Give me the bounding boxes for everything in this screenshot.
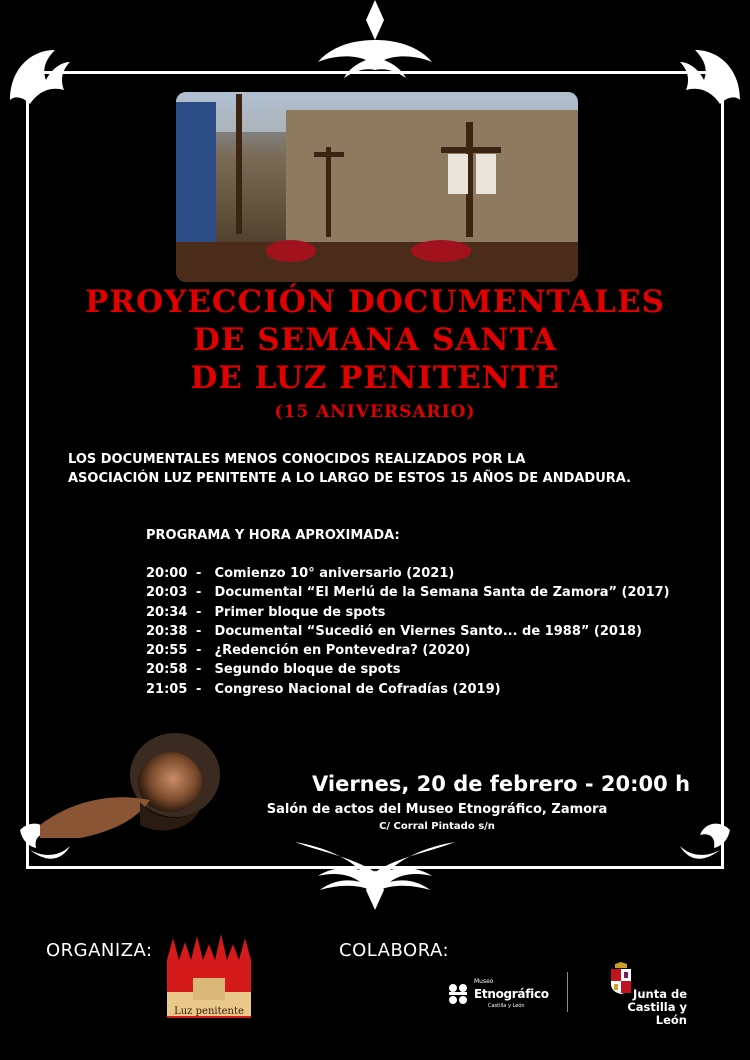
organiza-label: ORGANIZA:	[46, 940, 153, 961]
program-list	[146, 566, 670, 701]
program-item: Documental “Sucedió en Viernes Santo... de 1988” (2018)	[214, 623, 642, 639]
program-time: 20:34	[146, 604, 188, 620]
event-address: C/ Corral Pintado s/n	[379, 821, 495, 832]
junta-logo-text	[603, 988, 687, 1027]
procession-photo	[176, 92, 578, 282]
colabora-label: COLABORA:	[339, 940, 450, 961]
program-separator: -	[196, 681, 202, 697]
title-anniversary: (15 ANIVERSARIO)	[274, 402, 476, 422]
program-time: 20:55	[146, 643, 188, 659]
program-separator: -	[196, 643, 202, 659]
program-row	[146, 624, 670, 643]
junta-logo-line-2: Castilla y León	[627, 1000, 687, 1027]
museo-logo-text: Etnográfico	[474, 987, 549, 1001]
program-separator: -	[196, 623, 202, 639]
top-flourish-icon	[318, 0, 432, 78]
title-line-2: DE SEMANA SANTA	[192, 322, 558, 358]
program-time: 20:38	[146, 623, 188, 639]
event-date: Viernes, 20 de febrero - 20:00 h	[312, 772, 691, 796]
program-separator: -	[196, 604, 202, 620]
title-line-1: PROYECCIÓN DOCUMENTALES	[85, 284, 665, 320]
program-item: Segundo bloque de spots	[214, 662, 401, 678]
intro-line-1: LOS DOCUMENTALES MENOS CONOCIDOS REALIZADOS POR LA	[68, 452, 526, 467]
program-row	[146, 662, 670, 681]
luz-penitente-logo	[163, 930, 255, 1024]
luz-penitente-logo-text: Luz penitente	[174, 1006, 244, 1017]
program-time: 20:03	[146, 585, 188, 601]
program-row	[146, 605, 670, 624]
logo-divider	[567, 972, 568, 1012]
program-separator: -	[196, 566, 202, 581]
program-time: 20:00	[146, 566, 188, 581]
program-item: Primer bloque de spots	[214, 604, 386, 620]
museo-logo-subtext: Castilla y León	[488, 1003, 525, 1009]
program-heading: PROGRAMA Y HORA APROXIMADA:	[146, 528, 400, 543]
program-item: ¿Redención en Pontevedra? (2020)	[214, 643, 471, 659]
junta-logo-line-1: Junta de	[633, 987, 687, 1001]
event-venue: Salón de actos del Museo Etnográfico, Zamora	[266, 802, 608, 817]
intro-text	[68, 450, 668, 488]
program-item: Comienzo 10° aniversario (2021)	[214, 566, 455, 581]
bottom-flourish-icon	[295, 842, 455, 910]
program-time: 20:58	[146, 662, 188, 678]
program-item: Documental “El Merlú de la Semana Santa de Zamora” (2017)	[214, 585, 670, 601]
museo-logo-small-text: Museo	[474, 978, 494, 985]
program-separator: -	[196, 662, 202, 678]
program-item: Congreso Nacional de Cofradías (2019)	[214, 681, 501, 697]
program-time: 21:05	[146, 681, 188, 697]
program-row	[146, 682, 670, 701]
program-row	[146, 643, 670, 662]
program-separator: -	[196, 585, 202, 601]
intro-line-2: ASOCIACIÓN LUZ PENITENTE A LO LARGO DE ESTOS 15 AÑOS DE ANDADURA.	[68, 471, 632, 486]
title-line-3: DE LUZ PENITENTE	[190, 360, 560, 396]
program-row	[146, 585, 670, 604]
program-row	[146, 566, 670, 585]
